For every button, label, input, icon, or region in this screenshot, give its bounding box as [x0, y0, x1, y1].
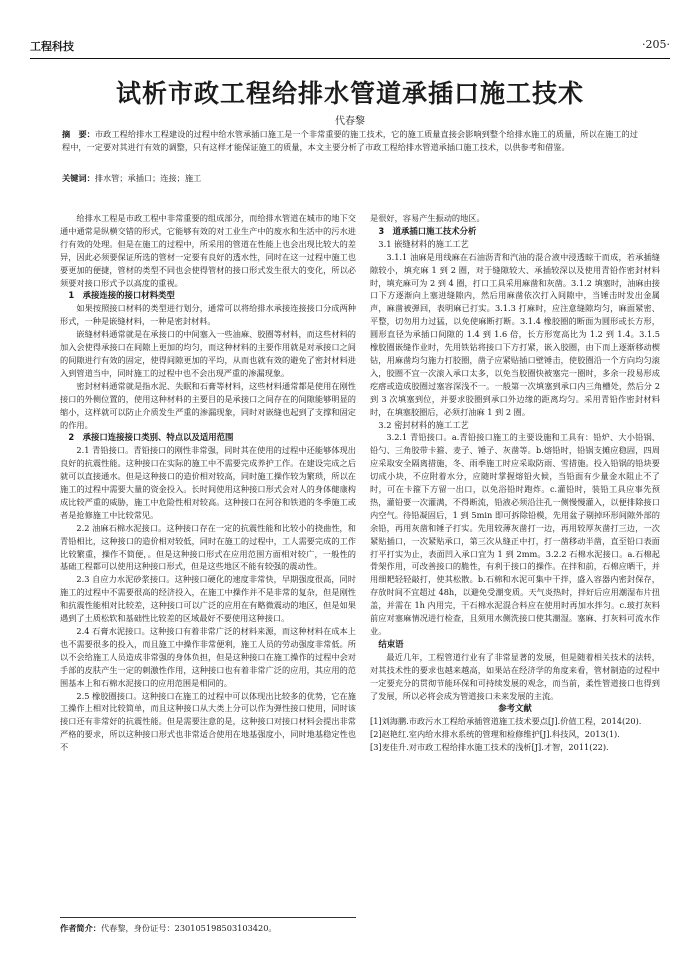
- article-title: 试析市政工程给排水管道承插口施工技术: [115, 79, 584, 108]
- author-bio-footnote: [60, 923, 277, 934]
- subsection-heading: 3.2 密封材料的施工工艺: [378, 419, 469, 430]
- footnote-text: 代春黎，身份证号：230105198503103420。: [100, 923, 277, 933]
- body-paragraph: 3.2.1 青铅接口。a.青铅接口施工的主要设施和工具有：铅炉、大小铅锅、铅勺、三角胶带卡箍、麦子、锤子、灰凿等。b.熔铅时，铅锅支摊应稳固，四周应采取安全隔离措施，冬、雨季施工时应采取防雨、雪措施。投入铅锅的铅块要切成小块，不应附着水分，应随时掌握熔铅火候，当铅面有少量金水阻止不了时，可在卡箍下方留一出口，以免浴铅时跑炸。c.灌铅时，装铅工具应事先预热，灌铅要一次灌满，不得断流，铅液必须沿注孔一侧慢慢灌入，以便排除接口内空气。待铅凝固后，1 到 5min 即可拆除铅模，先用盆子剔掉环形间隙外部的余铅，再用灰凿和锤子打实。先用较薄灰凿打一边，再用较厚灰凿打三边，一次紧贴插口，一次紧贴承口，第三次从缝正中打，打一凿移动半凿，直至铅口表面打平打实为止，表面凹入承口宜为 1 到 2mm。3.2.2 石棉水泥接口。a.石棉起骨架作用，可改善接口的脆性，有利于接口的操作。在拌和前，石棉应晒干，并用细耙轻轻敲打，使其松散。b.石棉和水泥可集中干拌，盛入容器内密封保存，存放时间不宜超过 48h，以避免受潮变质。天气炎热时，拌好后应用潮湿布片扭盖，并需在 1h 内用完，干石棉水泥混合料应在使用时再加水拌匀。c.玻打灰料前应对塞麻情况进行检查，且须用水侧洗接口使其潮湿。塞麻、打灰料可流水作业。: [370, 432, 660, 636]
- reference-item: [2]赵艳红.室内给水排水系统的管理和检修维护[J].科技风，2013(1).: [370, 729, 620, 740]
- running-header: [30, 38, 670, 54]
- subsection-heading: 3.1 嵌缝材料的施工工艺: [378, 238, 469, 249]
- page-number: ·205·: [642, 38, 670, 51]
- body-paragraph: 如果按照接口材料的类型进行划分，通常可以将给排水承接连接接口分成两种形式，一种是嵌缝材料，一种是密封材料。: [60, 303, 356, 327]
- abstract-text: 市政工程给排水工程建设的过程中给水管承插口施工是一个非常重要的施工技术，它的施工质量直接会影响到整个给排水施工的质量，所以在施工的过程中，一定要对其进行有效的调整，只有这样才能保证施工的质量，本文主要分析了市政工程给排水管道承插口施工技术，以供参考和借鉴。: [62, 129, 638, 152]
- footnote-label: 作者简介：: [60, 923, 101, 933]
- body-paragraph: 2.3 自应力水泥砂浆接口。这种接口硬化的速度非常快，早期强度很高，同时施工的过程中不需要很高的经济投入，在施工中操作并不是非常的复杂，但是刚性和抗震性能相对比较差，这种接口可以广泛的应用在有略微震动的地区，但是如果遇到了土质松软和基础性比较差的区域最好不要使用这种接口。: [60, 574, 356, 624]
- section-heading: 1 承接连接的接口材料类型: [68, 290, 175, 301]
- body-paragraph: 2.1 青铅接口。青铅接口的刚性非常强，同时其在使用的过程中还能够体现出良好的抗震性能。这种接口在实际的施工中不需要完成养护工作。在建设完成之后就可以直接通水。但是这种接口的造价相对较高，同时施工操作较为繁琐，所以在施工的过程中需要大量的资金投入。长时间使用这种接口形式会对人的身体健康构成比较严重的威胁，施工中危险性相对较高。这种接口在河谷和铁道的冬季施工或者是抢修施工中比较常见。: [60, 445, 356, 520]
- header-rule: [30, 58, 670, 59]
- keywords-label: 关键词：: [62, 173, 95, 183]
- section-heading: 结束语: [378, 638, 404, 649]
- reference-item: [1]刘海鹏.市政污水工程给承插管道施工技术要点[J].价值工程，2014(20).: [370, 716, 642, 727]
- author-name: 代春黎: [335, 116, 365, 127]
- body-paragraph: 2.4 石膏水泥接口。这种接口有着非常广泛的材料来源，而这种材料在成本上也不需要很多的投入，而且施工中操作非常便利，施工人员的劳动强度非常低。所以不会给施工人员造成非常强的身体负担，但是这种接口在施工操作的过程中会对手部的皮肤产生一定的刺激性作用，这种接口也有着非常广泛的应用，其应用的范围基本上和石棉水泥接口的应用范围是相同的。: [60, 626, 356, 688]
- section-heading: 3 道承插口施工技术分析: [378, 225, 477, 236]
- body-paragraph: 给排水工程是市政工程中非常重要的组成部分，而给排水管道在城市的地下交通中通常是纵横交错的形式，它能够有效的对工业生产中的废水和生活中的污水进行有效的处理。但是在施工的过程中，所采用的管道在性能上也会出现比较大的差异，因此必须要保证所选的管材一定要有良好的透水性，同时在这一过程中施工也要更加的便捷，管材的类型不同也会使得管材的接口形式发生很大的变化，所以必须要对接口形式予以高度的重视。: [60, 213, 356, 288]
- body-paragraph: 2.2 油麻石棉水泥接口。这种接口存在一定的抗震性能和比较小的挠曲性，和青铅相比，这种接口的造价相对较低，同时在施工的过程中，工人需要完成的工作比较繁重，操作不简便，。但是这种接口形式在应用范围方面相对较广，一般性的基础工程都可以使用这种接口形式，但是这些地区不能有较强的震动性。: [60, 522, 356, 572]
- section-heading: 2 承接口连接接口类别、特点以及适用范围: [68, 432, 234, 443]
- journal-name: 工程科技: [30, 40, 74, 53]
- body-right-column: [370, 212, 660, 754]
- abstract-label: 摘 要：: [62, 129, 95, 139]
- body-paragraph: 2.5 橡胶圈接口。这种接口在施工的过程中可以体现出比较多的优势，它在施工操作上相对比较简单，而且这种接口从大类上分可以作为弹性接口使用，同时该接口还有非常好的抗震性能。但是需要注意的是，这种接口对接口材料会提出非常严格的要求，所以这种接口形式也非常适合使用在地基强度小，同时地基稳定性也不: [60, 690, 356, 753]
- keywords-text: 排水管；承插口；连接；施工: [94, 173, 202, 183]
- reference-item: [3]麦佳升.对市政工程给排水施工技术的浅析[J].才智，2011(22).: [370, 742, 609, 753]
- body-paragraph: 嵌缝材料通常就是在承接口的中间塞入一些油麻、胶圈等材料，而这些材料的加入会使得承接口在间隙上更加的均匀，而这种材料的主要作用就是对承接口之间的间隙进行有效的固定，使得间隙更加的平均，从而也就有效的避免了密封材料进入到管道当中，同时施工的过程中也不会出现严重的渗漏现象。: [60, 329, 356, 378]
- body-paragraph: 最近几年，工程管道行业有了非常显著的发展，但是随着相关技术的法转，对其技术性的要求也越来越高，如果站在经济学的角度来看，管材制造的过程中一定要充分的贯彻节能环保和可持续发展的观念，而当前，柔性管道接口也得到了发展，所以必将会成为管道接口未来发展的主流。: [370, 651, 660, 701]
- body-paragraph: 是很好，容易产生振动的地区。: [370, 213, 485, 223]
- section-heading: 参考文献: [498, 703, 532, 714]
- keywords: [62, 172, 638, 185]
- footnote-rule: [60, 917, 356, 918]
- body-left-column: [60, 212, 356, 754]
- body-paragraph: 3.1.1 油麻是用线麻在石油沥青和汽油的混合液中浸透晾干而成，若承插缝隙较小，填充麻 1 到 2 圈，对于缝隙较大、承插较深以及使用青铅作密封材料时，填充麻可为 2 到 4 圈，打口工具采用麻凿和灰凿。3.1.2 填塞时，油麻由接口下方逐渐向上塞进缝隙内，然后用麻凿依次打入间隙中，当锤击时发出金属声，麻凿被弹回，表明麻已打实。3.1.3 打麻时，应注意缝隙均匀，麻面紧密、平整，切勿用力过猛，以免使麻断打断。3.1.4 橡胶圈的断面为圆形或长方形，圆形直径为承插口间隙的 1.4 到 1.6 倍，长方形宽高比为 1.2 到 1.4。3.1.5 橡胶圈嵌缝作业时，先用铁钻将接口下方打紧，嵌入胶圈，由下而上逐渐移动楔钻，用麻凿均匀施力打胶圈，凿子应紧贴插口壁锤击，使胶圈沿一个方向均匀滚入，胶圈不宜一次滚入承口太多，以免当胶圈快被塞完一圈时，多余一段易形成疙瘩或造成胶圈过塞容深浅不一。一般第一次填塞到承口内三角槽处，然后分 2 到 3 次填塞到位，并要求胶圈到承口外边缘的距离均匀。采用青铅作密封材料时，在填塞胶圈后，必须打油麻 1 到 2 圈。: [370, 251, 660, 417]
- abstract: [62, 128, 638, 154]
- body-paragraph: 密封材料通常就是指水泥、失眠和石膏等材料，这些材料通常都是使用在刚性接口的外侧位置的，使用这种材料的主要目的是承接口之间存在的间隙能够明显的缩小，这样就可以防止介质发生严重的渗漏现象，同时对嵌缝也起到了支撑和固定的作用。: [60, 380, 356, 430]
